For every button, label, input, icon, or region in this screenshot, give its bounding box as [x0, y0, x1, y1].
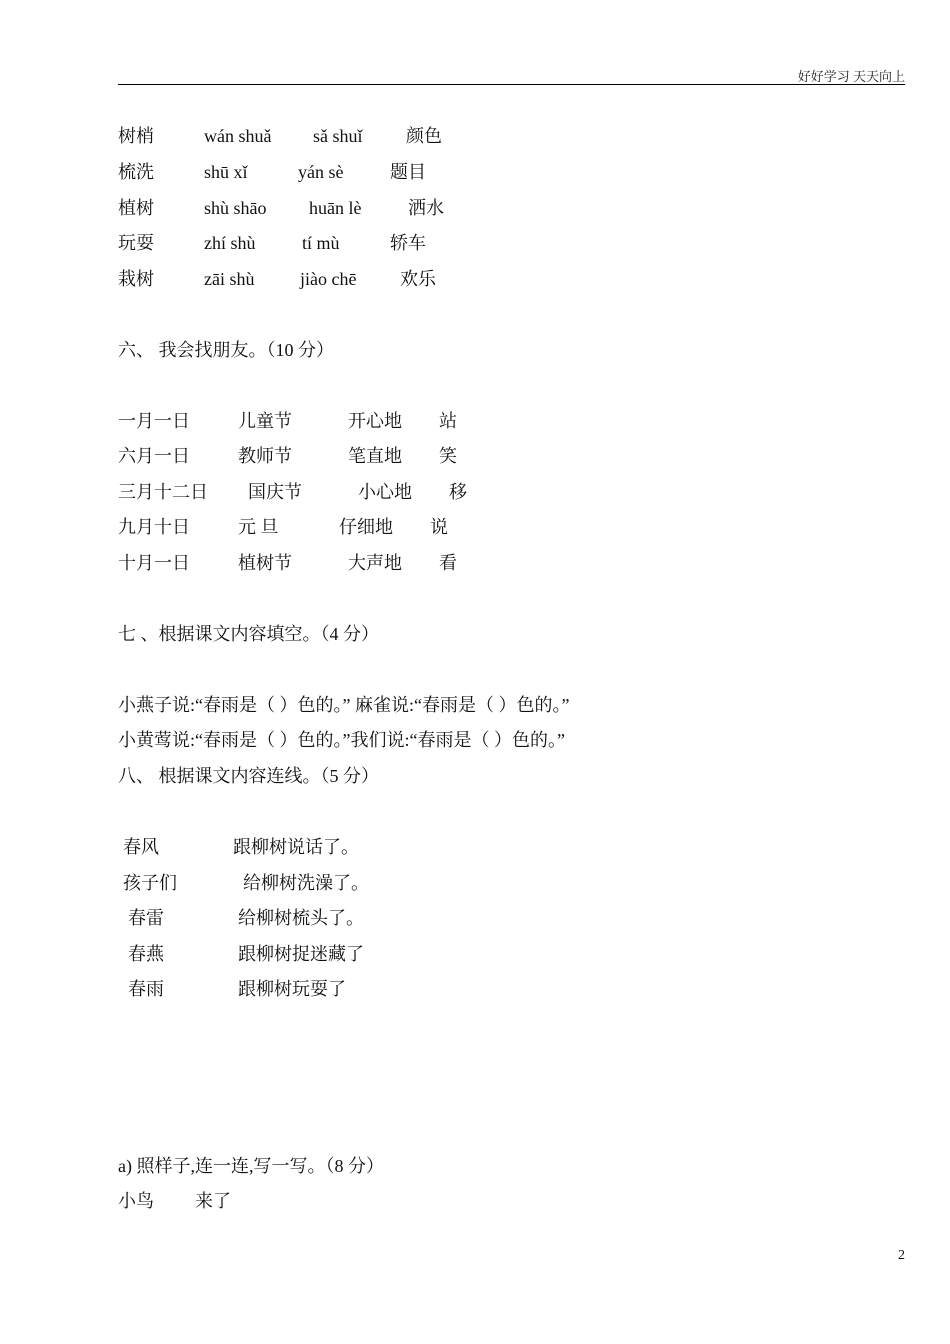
action-cell: 跟柳树捉迷藏了: [238, 944, 364, 964]
section-title: 六、 我会找朋友。（10 分）: [118, 340, 334, 360]
subject-cell: 春燕: [128, 944, 164, 964]
date-cell: 九月十日: [118, 517, 190, 537]
verb-cell: 看: [439, 553, 457, 573]
pinyin-word: shū xǐ: [204, 162, 248, 182]
subject-cell: 小鸟: [118, 1191, 154, 1211]
holiday-cell: 儿童节: [238, 411, 292, 431]
date-cell: 三月十二日: [118, 482, 208, 502]
adverb-cell: 仔细地: [339, 517, 393, 537]
subject-cell: 春雨: [128, 979, 164, 999]
date-cell: 六月一日: [118, 446, 190, 466]
header-motto: 好好学习 天天向上: [797, 69, 905, 84]
hanzi-word: 栽树: [118, 269, 154, 289]
pinyin-word: wán shuǎ: [204, 126, 272, 146]
pinyin-word: yán sè: [298, 162, 344, 182]
pinyin-word: zāi shù: [204, 269, 255, 289]
hanzi-word: 植树: [118, 198, 154, 218]
action-cell: 来了: [195, 1191, 231, 1211]
hanzi-word: 轿车: [390, 233, 426, 253]
holiday-cell: 元 旦: [238, 517, 279, 537]
pinyin-word: zhí shù: [204, 233, 256, 253]
header-rule: [118, 84, 905, 85]
subject-cell: 春风: [123, 837, 159, 857]
date-cell: 一月一日: [118, 411, 190, 431]
pinyin-word: tí mù: [302, 233, 340, 253]
hanzi-word: 洒水: [408, 198, 444, 218]
hanzi-word: 梳洗: [118, 162, 154, 182]
fill-blank-line: 小黄莺说:“春雨是（ ）色的。”我们说:“春雨是（ ）色的。”: [118, 730, 565, 750]
subject-cell: 春雷: [128, 908, 164, 928]
hanzi-word: 树梢: [118, 126, 154, 146]
verb-cell: 笑: [439, 446, 457, 466]
action-cell: 跟柳树说话了。: [233, 837, 359, 857]
section-title: 七 、根据课文内容填空。（4 分）: [118, 624, 379, 644]
fill-blank-line: 小燕子说:“春雨是（ ）色的。” 麻雀说:“春雨是（ ）色的。”: [118, 695, 570, 715]
verb-cell: 移: [449, 482, 467, 502]
hanzi-word: 玩耍: [118, 233, 154, 253]
pinyin-word: sǎ shuǐ: [313, 126, 363, 146]
section-title: a) 照样子,连一连,写一写。（8 分）: [118, 1156, 384, 1176]
holiday-cell: 教师节: [238, 446, 292, 466]
pinyin-word: huān lè: [309, 198, 362, 218]
page-number: 2: [898, 1248, 905, 1263]
pinyin-word: shù shāo: [204, 198, 267, 218]
section-title: 八、 根据课文内容连线。（5 分）: [118, 766, 379, 786]
date-cell: 十月一日: [118, 553, 190, 573]
verb-cell: 站: [439, 411, 457, 431]
hanzi-word: 颜色: [406, 126, 442, 146]
hanzi-word: 欢乐: [400, 269, 436, 289]
subject-cell: 孩子们: [123, 873, 177, 893]
action-cell: 给柳树梳头了。: [238, 908, 364, 928]
pinyin-word: jiào chē: [300, 269, 357, 289]
adverb-cell: 开心地: [348, 411, 402, 431]
holiday-cell: 国庆节: [248, 482, 302, 502]
holiday-cell: 植树节: [238, 553, 292, 573]
hanzi-word: 题目: [390, 162, 426, 182]
verb-cell: 说: [430, 517, 448, 537]
action-cell: 给柳树洗澡了。: [243, 873, 369, 893]
adverb-cell: 大声地: [348, 553, 402, 573]
action-cell: 跟柳树玩耍了: [238, 979, 346, 999]
adverb-cell: 笔直地: [348, 446, 402, 466]
adverb-cell: 小心地: [358, 482, 412, 502]
